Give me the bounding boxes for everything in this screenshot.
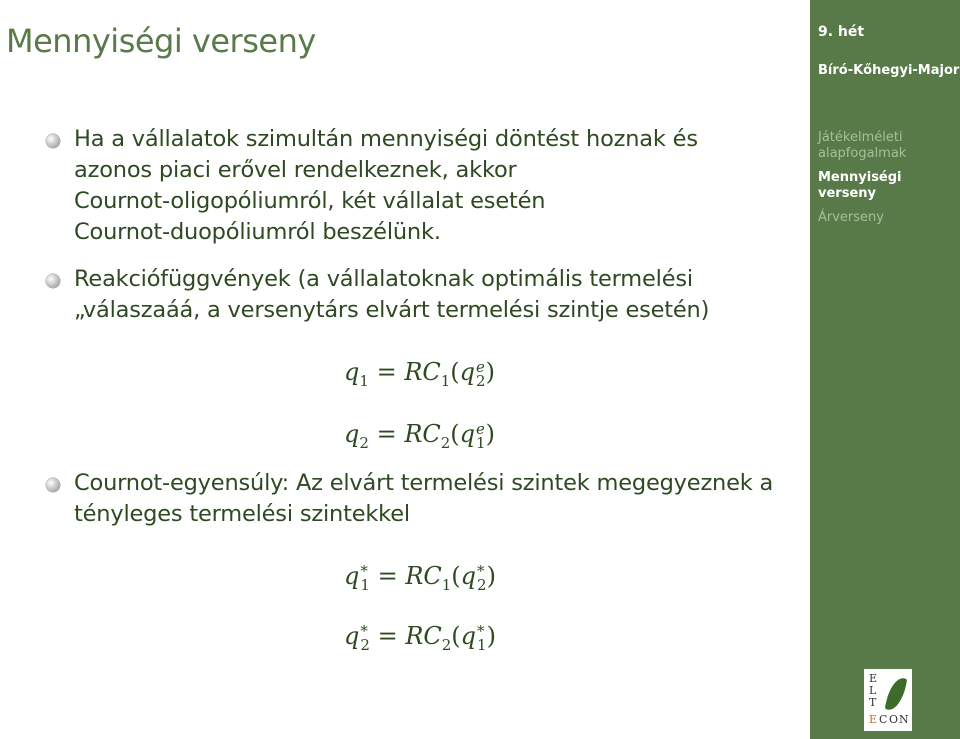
- equals-sign: =: [376, 420, 397, 448]
- logo-letter: C: [879, 713, 888, 726]
- bullet-text: Ha a vállalatok szimultán mennyiségi döntést hoznak és azonos piaci erővel rendelkeznek, akkor Cournot-oligopóliumról, két vállalat esetén Cournot-duopóliumról beszélünk.: [74, 126, 698, 245]
- eq-supsub: [477, 621, 487, 654]
- eq-paren: (: [451, 562, 461, 590]
- logo-letter: O: [889, 713, 899, 726]
- equation-reaction-2: [344, 420, 495, 452]
- eq-subscript: 2: [441, 635, 452, 654]
- eq-supsub: [477, 561, 487, 594]
- slide-title: Mennyiségi verseny: [6, 22, 316, 60]
- eq-symbol: q: [460, 562, 477, 590]
- bullet-item: [46, 264, 786, 326]
- eq-subscript: 2: [360, 635, 370, 654]
- eq-function: RC: [404, 358, 441, 386]
- eq-paren: (: [451, 622, 461, 650]
- eq-symbol: q: [460, 622, 477, 650]
- sidebar-nav: [818, 130, 960, 234]
- eq-subscript: 1: [440, 371, 451, 390]
- logo-letter: T: [869, 696, 877, 709]
- bullet-text: Cournot-egyensúly: Az elvárt termelési szintek megegyeznek a tényleges termelési szintekkel: [74, 470, 774, 527]
- eq-symbol: q: [344, 622, 360, 650]
- eq-paren: ): [485, 358, 495, 386]
- leaf-icon: [885, 676, 908, 713]
- eq-function: RC: [405, 622, 442, 650]
- bullet-ball-icon: [46, 134, 60, 148]
- sidebar-item-jatekelmeleti-alapfogalmak[interactable]: Játékelméleti alapfogalmak: [818, 130, 907, 161]
- eq-subscript: 2: [477, 575, 487, 594]
- sidebar-item-arverseny[interactable]: Árverseny: [818, 210, 884, 225]
- eq-supsub: [476, 357, 486, 390]
- elte-econ-logo: [864, 669, 912, 731]
- eq-symbol: q: [459, 420, 476, 448]
- bullet-ball-icon: [46, 274, 60, 288]
- equals-sign: =: [377, 622, 398, 650]
- equation-equilibrium-2: [344, 622, 496, 654]
- eq-superscript: e: [476, 419, 485, 438]
- eq-paren: ): [486, 562, 496, 590]
- eq-symbol: q: [344, 562, 360, 590]
- equals-sign: =: [376, 358, 397, 386]
- eq-superscript: *: [360, 621, 368, 640]
- eq-symbol: q: [459, 358, 476, 386]
- eq-subscript: 2: [359, 433, 369, 452]
- equation-equilibrium-1: [344, 562, 496, 594]
- sidebar-author: Bíró-Kőhegyi-Major: [818, 63, 960, 78]
- bullet-item: [46, 468, 786, 530]
- logo-letter: E: [869, 713, 878, 726]
- eq-paren: ): [486, 622, 496, 650]
- equation-reaction-1: [344, 358, 495, 390]
- eq-function: RC: [404, 420, 441, 448]
- eq-supsub: [360, 621, 370, 654]
- bullet-ball-icon: [46, 478, 60, 492]
- eq-subscript: 1: [360, 575, 370, 594]
- equals-sign: =: [377, 562, 398, 590]
- eq-subscript: 1: [441, 575, 452, 594]
- eq-paren: (: [450, 420, 460, 448]
- sidebar-item-mennyisegi-verseny[interactable]: Mennyiségi verseny: [818, 170, 902, 201]
- eq-superscript: e: [476, 357, 485, 376]
- eq-symbol: q: [344, 358, 360, 386]
- eq-superscript: *: [477, 561, 485, 580]
- eq-paren: ): [485, 420, 495, 448]
- sidebar: [810, 0, 960, 739]
- eq-subscript: 1: [359, 371, 369, 390]
- sidebar-week: 9. hét: [818, 24, 865, 40]
- eq-subscript: 1: [476, 433, 486, 452]
- logo-letter: L: [869, 684, 877, 697]
- eq-paren: (: [450, 358, 460, 386]
- eq-function: RC: [405, 562, 442, 590]
- bullet-text: Reakciófüggvények (a vállalatoknak optimális termelési „válaszaáá, a versenytárs elvárt termelési szintje esetén): [74, 266, 710, 323]
- eq-supsub: [360, 561, 370, 594]
- eq-superscript: *: [477, 621, 485, 640]
- eq-supsub: [476, 419, 486, 452]
- bullet-item: [46, 124, 786, 248]
- eq-subscript: 1: [477, 635, 487, 654]
- eq-superscript: *: [360, 561, 368, 580]
- logo-letter: E: [869, 672, 878, 685]
- eq-symbol: q: [344, 420, 360, 448]
- eq-subscript: 2: [476, 371, 486, 390]
- eq-subscript: 2: [440, 433, 451, 452]
- logo-letter: N: [899, 713, 909, 726]
